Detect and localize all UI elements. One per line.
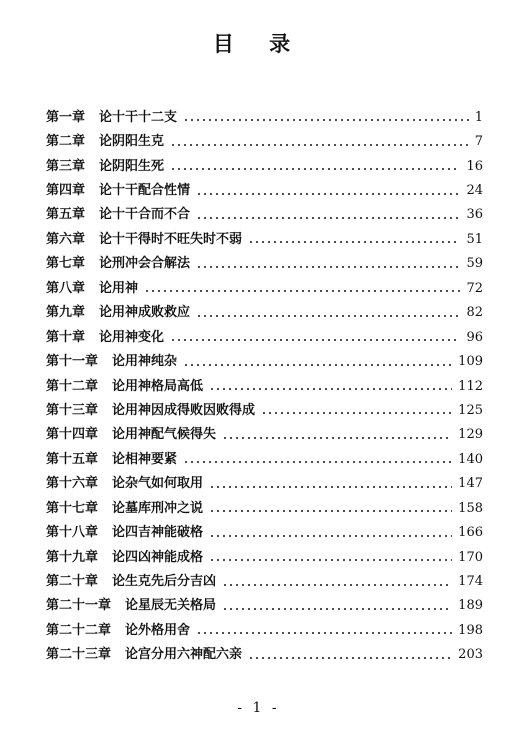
chapter-page-number: 158: [458, 500, 483, 516]
chapter-title: 论十干得时不旺失时不弱: [99, 231, 243, 247]
chapter-page-number: 166: [458, 525, 483, 541]
toc-entry[interactable]: [46, 643, 483, 667]
dot-leader: [196, 192, 460, 196]
dot-leader: [196, 314, 460, 318]
chapter-number: 第二十三章: [46, 647, 112, 663]
chapter-title: 论刑冲会合解法: [99, 256, 191, 272]
toc-entry[interactable]: [46, 594, 483, 618]
dot-leader: [222, 436, 452, 440]
dot-leader: [196, 216, 460, 220]
chapter-number: 第十三章: [46, 402, 99, 418]
chapter-number: 第八章: [46, 280, 86, 296]
dot-leader: [248, 240, 460, 244]
chapter-number: 第五章: [46, 207, 86, 223]
dot-leader: [209, 485, 452, 489]
toc-entry[interactable]: [46, 178, 483, 202]
dot-leader: [209, 534, 452, 538]
chapter-page-number: 203: [458, 647, 483, 663]
toc-entry[interactable]: [46, 349, 483, 373]
dot-leader: [209, 558, 452, 562]
chapter-page-number: 36: [466, 207, 483, 223]
toc-entry[interactable]: [46, 325, 483, 349]
toc-entry[interactable]: [46, 374, 483, 398]
chapter-number: 第二十二章: [46, 622, 112, 638]
toc-entry[interactable]: [46, 618, 483, 642]
chapter-number: 第十九章: [46, 549, 99, 565]
chapter-title: 论用神因成得败因败得成: [112, 402, 256, 418]
dot-leader: [170, 143, 469, 147]
chapter-page-number: 59: [466, 256, 483, 272]
toc-entry[interactable]: [46, 227, 483, 251]
chapter-number: 第十章: [46, 329, 86, 345]
chapter-page-number: 125: [458, 402, 483, 418]
chapter-number: 第十八章: [46, 525, 99, 541]
chapter-number: 第二章: [46, 134, 86, 150]
toc-entry[interactable]: [46, 276, 483, 300]
chapter-page-number: 112: [458, 378, 483, 394]
table-of-contents: [46, 105, 483, 667]
chapter-title: 论四吉神能破格: [112, 525, 204, 541]
dot-leader: [183, 118, 469, 122]
chapter-title: 论杂气如何取用: [112, 476, 204, 492]
chapter-number: 第十一章: [46, 354, 99, 370]
toc-entry[interactable]: [46, 447, 483, 471]
chapter-page-number: 129: [458, 427, 483, 443]
dot-leader: [170, 338, 460, 342]
toc-entry[interactable]: [46, 154, 483, 178]
chapter-page-number: 51: [466, 231, 483, 247]
chapter-page-number: 1: [474, 109, 483, 125]
dot-leader: [248, 656, 452, 660]
chapter-page-number: 96: [466, 329, 483, 345]
chapter-page-number: 72: [466, 280, 483, 296]
chapter-title: 论十干十二支: [99, 109, 178, 125]
chapter-page-number: 189: [458, 598, 483, 614]
dot-leader: [209, 387, 452, 391]
chapter-number: 第十七章: [46, 500, 99, 516]
dot-leader: [196, 265, 460, 269]
chapter-page-number: 174: [458, 574, 483, 590]
chapter-title: 论宫分用六神配六亲: [125, 647, 243, 663]
chapter-number: 第二十章: [46, 574, 99, 590]
dot-leader: [183, 460, 452, 464]
chapter-title: 论相神要紧: [112, 451, 178, 467]
chapter-title: 论用神纯杂: [112, 354, 178, 370]
chapter-page-number: 147: [458, 476, 483, 492]
chapter-title: 论十干配合性情: [99, 183, 191, 199]
chapter-number: 第十五章: [46, 451, 99, 467]
chapter-page-number: 170: [458, 549, 483, 565]
chapter-title: 论用神配气候得失: [112, 427, 217, 443]
chapter-title: 论生克先后分吉凶: [112, 574, 217, 590]
chapter-page-number: 7: [474, 134, 483, 150]
chapter-number: 第十六章: [46, 476, 99, 492]
dot-leader: [144, 289, 460, 293]
toc-entry[interactable]: [46, 496, 483, 520]
toc-entry[interactable]: [46, 129, 483, 153]
chapter-title: 论阴阳生克: [99, 134, 165, 150]
chapter-title: 论外格用舍: [125, 622, 191, 638]
chapter-number: 第四章: [46, 183, 86, 199]
chapter-number: 第一章: [46, 109, 86, 125]
toc-entry[interactable]: [46, 545, 483, 569]
chapter-number: 第三章: [46, 158, 86, 174]
dot-leader: [196, 631, 452, 635]
toc-entry[interactable]: [46, 301, 483, 325]
dot-leader: [222, 583, 452, 587]
chapter-page-number: 82: [466, 305, 483, 321]
page-number-footer: - 1 -: [237, 700, 280, 716]
toc-entry[interactable]: [46, 398, 483, 422]
chapter-title: 论用神成败救应: [99, 305, 191, 321]
toc-entry[interactable]: [46, 252, 483, 276]
toc-entry[interactable]: [46, 472, 483, 496]
chapter-number: 第六章: [46, 231, 86, 247]
chapter-title: 论用神变化: [99, 329, 165, 345]
dot-leader: [261, 411, 452, 415]
toc-entry[interactable]: [46, 569, 483, 593]
toc-entry[interactable]: [46, 520, 483, 544]
chapter-number: 第七章: [46, 256, 86, 272]
chapter-title: 论墓库刑冲之说: [112, 500, 204, 516]
chapter-title: 论阴阳生死: [99, 158, 165, 174]
chapter-title: 论用神格局高低: [112, 378, 204, 394]
dot-leader: [209, 509, 452, 513]
chapter-number: 第十四章: [46, 427, 99, 443]
chapter-title: 论十干合而不合: [99, 207, 191, 223]
toc-entry[interactable]: [46, 105, 483, 129]
chapter-page-number: 140: [458, 451, 483, 467]
dot-leader: [170, 167, 460, 171]
chapter-page-number: 24: [466, 183, 483, 199]
chapter-page-number: 16: [466, 158, 483, 174]
chapter-title: 论四凶神能成格: [112, 549, 204, 565]
chapter-number: 第二十一章: [46, 598, 112, 614]
dot-leader: [222, 607, 452, 611]
toc-entry[interactable]: [46, 203, 483, 227]
dot-leader: [183, 363, 452, 367]
chapter-title: 论星辰无关格局: [125, 598, 217, 614]
chapter-page-number: 198: [458, 622, 483, 638]
page-title: 目 录: [212, 32, 305, 56]
chapter-number: 第九章: [46, 305, 86, 321]
chapter-page-number: 109: [458, 354, 483, 370]
toc-entry[interactable]: [46, 423, 483, 447]
chapter-number: 第十二章: [46, 378, 99, 394]
chapter-title: 论用神: [99, 280, 139, 296]
